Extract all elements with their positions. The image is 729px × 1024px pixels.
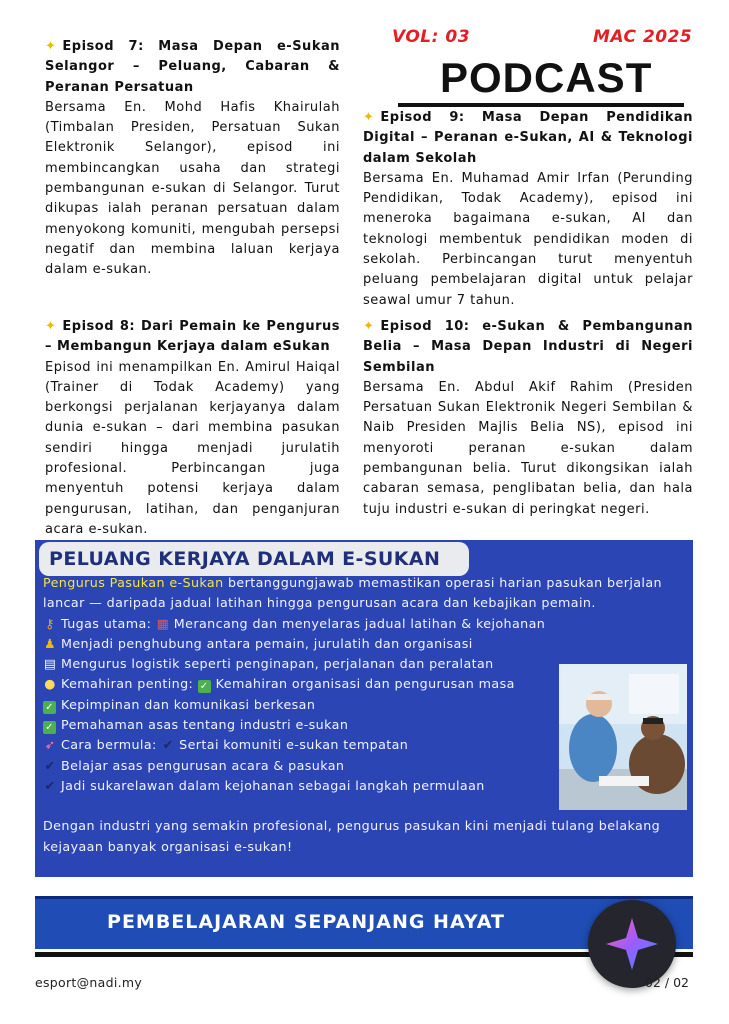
skill-item: Kepimpinan dan komunikasi berkesan xyxy=(61,696,316,712)
skill-item: Pemahaman asas tentang industri e-sukan xyxy=(61,717,349,733)
duties-label: Tugas utama: xyxy=(61,615,152,631)
sparkles-icon: ✦ xyxy=(363,110,375,125)
duty-item: Mengurus logistik seperti penginapan, perjalanan dan peralatan xyxy=(61,656,494,672)
career-intro xyxy=(43,573,688,614)
lightbulb-icon: ● xyxy=(44,676,56,692)
episode-10-body: Bersama En. Abdul Akif Rahim (Presiden Persatuan Sukan Elektronik Negeri Sembilan & Naib Presiden Majlis Belia NS), episod ini menyoroti peranan e-sukan dalam pembangunan belia. Turut dikongsikan ialah cabaran semasa, penglibatan belia, dan hala tuju industri e-sukan di peringkat negeri. xyxy=(363,379,693,517)
episode-10-title: ✦ Episod 10: e-Sukan & Pembangunan Belia – Masa Depan Industri di Negeri Sembilan xyxy=(363,319,693,375)
skill-item: Kemahiran organisasi dan pengurusan masa xyxy=(215,676,515,692)
duty-line xyxy=(43,634,688,654)
start-item: Jadi sukarelawan dalam kejohanan sebagai langkah permulaan xyxy=(61,777,485,793)
page-number: 02 / 02 xyxy=(645,975,689,990)
episode-10 xyxy=(363,317,693,520)
key-icon: ⚷ xyxy=(45,615,55,631)
check-mark-icon: ✔ xyxy=(44,757,56,773)
check-box-icon: ✓ xyxy=(43,721,56,734)
episode-9-title: ✦ Episod 9: Masa Depan Pendidikan Digital – Peranan e-Sukan, AI & Teknologi dalam Sekolah xyxy=(363,110,693,166)
check-box-icon: ✓ xyxy=(198,680,211,693)
calendar-icon: ▦ xyxy=(156,615,169,631)
duties-line xyxy=(43,614,688,634)
issue-date: MAC 2025 xyxy=(593,27,693,47)
volume-label: VOL: 03 xyxy=(392,27,471,47)
episode-7-title: ✦ Episod 7: Masa Depan e-Sukan Selangor – Peluang, Cabaran & Peranan Persatuan xyxy=(45,39,340,95)
career-box xyxy=(35,540,693,877)
duty-item: Merancang dan menyelaras jadual latihan & kejohanan xyxy=(173,615,546,631)
sparkles-icon: ✦ xyxy=(45,319,57,334)
sparkles-icon: ✦ xyxy=(45,39,57,54)
title-underline xyxy=(398,103,684,107)
clipboard-icon: ▤ xyxy=(43,656,57,672)
episode-9-body: Bersama En. Muhamad Amir Irfan (Perunding Pendidikan, Todak Academy), episod ini meneroka bagaimana e-sukan, AI dan teknologi membentuk pendidikan moden di sekolah. Perbincangan turut menyentuh peluang pembelajaran digital untuk pelajar seawal umur 7 tahun. xyxy=(363,170,693,308)
career-box-title: PELUANG KERJAYA DALAM E-SUKAN xyxy=(39,542,469,576)
episode-7-body: Bersama En. Mohd Hafis Khairulah (Timbalan Presiden, Persatuan Sukan Elektronik Selangor), episod ini membincangkan usaha dan strategi pembangunan e-sukan di Selangor. Turut dikupas ialah peranan persatuan dalam menyokong komuniti, mengubah persepsi negatif dan membina laluan kerjaya dalam e-sukan. xyxy=(45,99,340,278)
episode-8-title: ✦ Episod 8: Dari Pemain ke Pengurus – Membangun Kerjaya dalam eSukan xyxy=(45,319,340,355)
sparkles-icon: ✦ xyxy=(363,319,375,334)
page-title: PODCAST xyxy=(440,54,653,101)
skills-label: Kemahiran penting: xyxy=(61,676,194,692)
episode-8-body: Episod ini menampilkan En. Amirul Haiqal (Trainer di Todak Academy) yang berkongsi perjalanan kerjayanya dalam dunia e-sukan – dari membina pasukan sendiri hingga menjadi jurulatih profesional. Perbincangan juga menyentuh potensi kerjaya dalam pengurusan, latihan, dan penganjuran acara e-sukan. xyxy=(45,359,340,537)
episode-9 xyxy=(363,108,693,311)
career-closing: Dengan industri yang semakin profesional, pengurus pasukan kini menjadi tulang belakang kejayaan banyak organisasi e-sukan! xyxy=(43,818,661,854)
duty-item: Menjadi penghubung antara pemain, jurulatih dan organisasi xyxy=(61,635,473,651)
banner-text: PEMBELAJARAN SEPANJANG HAYAT xyxy=(107,911,505,933)
career-intro-text: bertanggungjawab memastikan operasi harian pasukan berjalan lancar — daripada jadual latihan hingga pengurusan acara dan kebajikan pemain. xyxy=(43,575,662,611)
office-team-photo xyxy=(559,664,687,810)
people-icon: ♟ xyxy=(44,635,56,651)
episode-8 xyxy=(45,317,340,540)
career-intro-highlight: Pengurus Pasukan e-Sukan xyxy=(43,575,224,590)
start-item: Sertai komuniti e-sukan tempatan xyxy=(179,737,409,753)
check-box-icon: ✓ xyxy=(43,701,56,714)
check-mark-icon: ✔ xyxy=(44,777,56,793)
start-item: Belajar asas pengurusan acara & pasukan xyxy=(61,757,345,773)
check-mark-icon: ✔ xyxy=(162,737,174,753)
episode-7 xyxy=(45,37,340,281)
footer-email: esport@nadi.my xyxy=(35,975,143,990)
start-label: Cara bermula: xyxy=(61,737,157,753)
rocket-icon: ➶ xyxy=(44,737,56,753)
